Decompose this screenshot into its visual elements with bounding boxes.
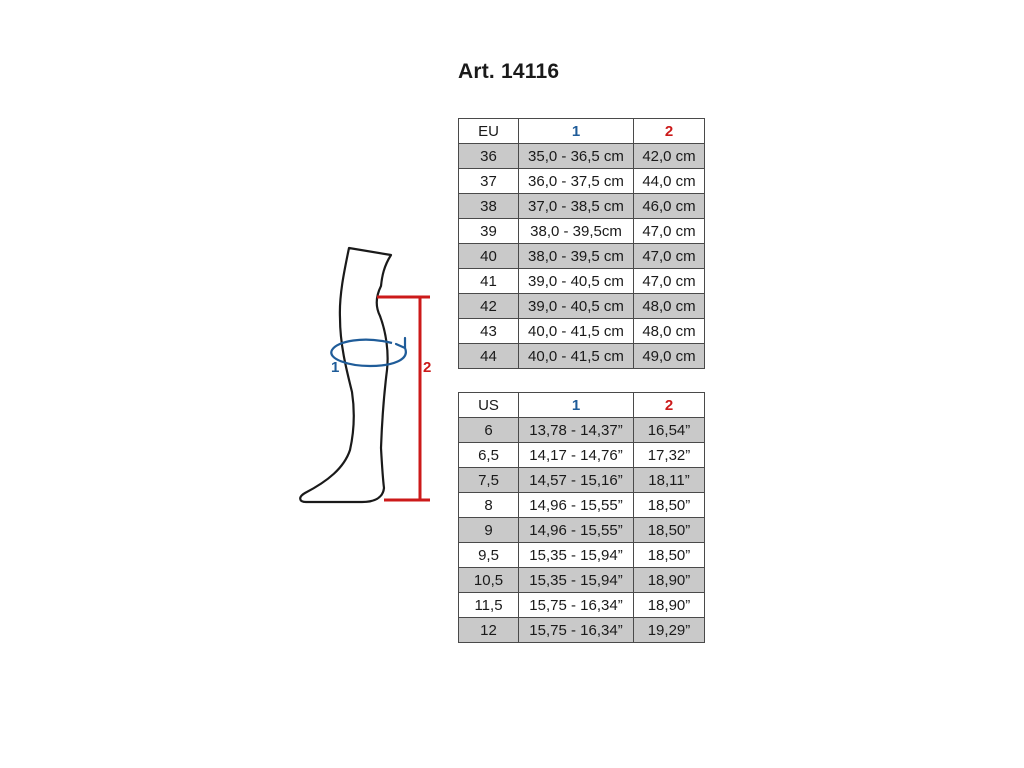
height-cell: 48,0 cm [634,319,705,344]
size-cell: 39 [459,219,519,244]
size-cell: 9,5 [459,543,519,568]
header-eu: EU [459,119,519,144]
height-cell: 18,50” [634,543,705,568]
size-cell: 40 [459,244,519,269]
height-cell: 46,0 cm [634,194,705,219]
circumference-cell: 13,78 - 14,37” [519,418,634,443]
height-cell: 16,54” [634,418,705,443]
size-cell: 10,5 [459,568,519,593]
page-title: Art. 14116 [458,60,560,83]
circumference-cell: 39,0 - 40,5 cm [519,269,634,294]
height-cell: 17,32” [634,443,705,468]
size-cell: 42 [459,294,519,319]
table-row [459,543,705,568]
table-header-row [459,119,705,144]
table-row [459,194,705,219]
header-measure-1: 1 [519,119,634,144]
measure-2-label: 2 [423,359,432,376]
circumference-cell: 15,35 - 15,94” [519,568,634,593]
table-row [459,269,705,294]
size-cell: 6 [459,418,519,443]
table-row [459,593,705,618]
height-cell: 18,11” [634,468,705,493]
height-cell: 18,90” [634,568,705,593]
measure-1-label: 1 [331,359,340,376]
size-cell: 36 [459,144,519,169]
size-cell: 12 [459,618,519,643]
circumference-cell: 40,0 - 41,5 cm [519,319,634,344]
height-cell: 47,0 cm [634,219,705,244]
circumference-cell: 37,0 - 38,5 cm [519,194,634,219]
table-row [459,344,705,369]
table-row [459,568,705,593]
size-cell: 38 [459,194,519,219]
height-cell: 19,29” [634,618,705,643]
table-row [459,493,705,518]
header-measure-2: 2 [634,119,705,144]
circumference-cell: 35,0 - 36,5 cm [519,144,634,169]
circumference-cell: 14,57 - 15,16” [519,468,634,493]
table-row [459,219,705,244]
circumference-cell: 15,35 - 15,94” [519,543,634,568]
table-row [459,518,705,543]
size-cell: 37 [459,169,519,194]
height-cell: 44,0 cm [634,169,705,194]
table-row [459,418,705,443]
header-measure-2: 2 [634,393,705,418]
circumference-cell: 38,0 - 39,5 cm [519,244,634,269]
leg-outline [300,248,391,502]
size-cell: 9 [459,518,519,543]
size-cell: 11,5 [459,593,519,618]
table-row [459,443,705,468]
circumference-cell: 14,96 - 15,55” [519,518,634,543]
size-cell: 44 [459,344,519,369]
circumference-cell: 15,75 - 16,34” [519,618,634,643]
height-cell: 47,0 cm [634,244,705,269]
size-cell: 43 [459,319,519,344]
size-cell: 8 [459,493,519,518]
header-measure-1: 1 [519,393,634,418]
size-cell: 6,5 [459,443,519,468]
eu-size-table [458,118,705,369]
height-cell: 18,50” [634,493,705,518]
table-row [459,618,705,643]
table-row [459,244,705,269]
height-cell: 42,0 cm [634,144,705,169]
header-us: US [459,393,519,418]
table-row [459,319,705,344]
height-cell: 18,90” [634,593,705,618]
us-size-table [458,392,705,643]
table-row [459,468,705,493]
circumference-cell: 14,96 - 15,55” [519,493,634,518]
height-cell: 48,0 cm [634,294,705,319]
height-cell: 49,0 cm [634,344,705,369]
table-row [459,294,705,319]
table-header-row [459,393,705,418]
circumference-cell: 36,0 - 37,5 cm [519,169,634,194]
height-cell: 18,50” [634,518,705,543]
size-cell: 7,5 [459,468,519,493]
height-cell: 47,0 cm [634,269,705,294]
circumference-cell: 15,75 - 16,34” [519,593,634,618]
circumference-cell: 38,0 - 39,5cm [519,219,634,244]
circumference-cell: 14,17 - 14,76” [519,443,634,468]
size-cell: 41 [459,269,519,294]
circumference-cell: 40,0 - 41,5 cm [519,344,634,369]
table-row [459,169,705,194]
table-row [459,144,705,169]
circumference-cell: 39,0 - 40,5 cm [519,294,634,319]
